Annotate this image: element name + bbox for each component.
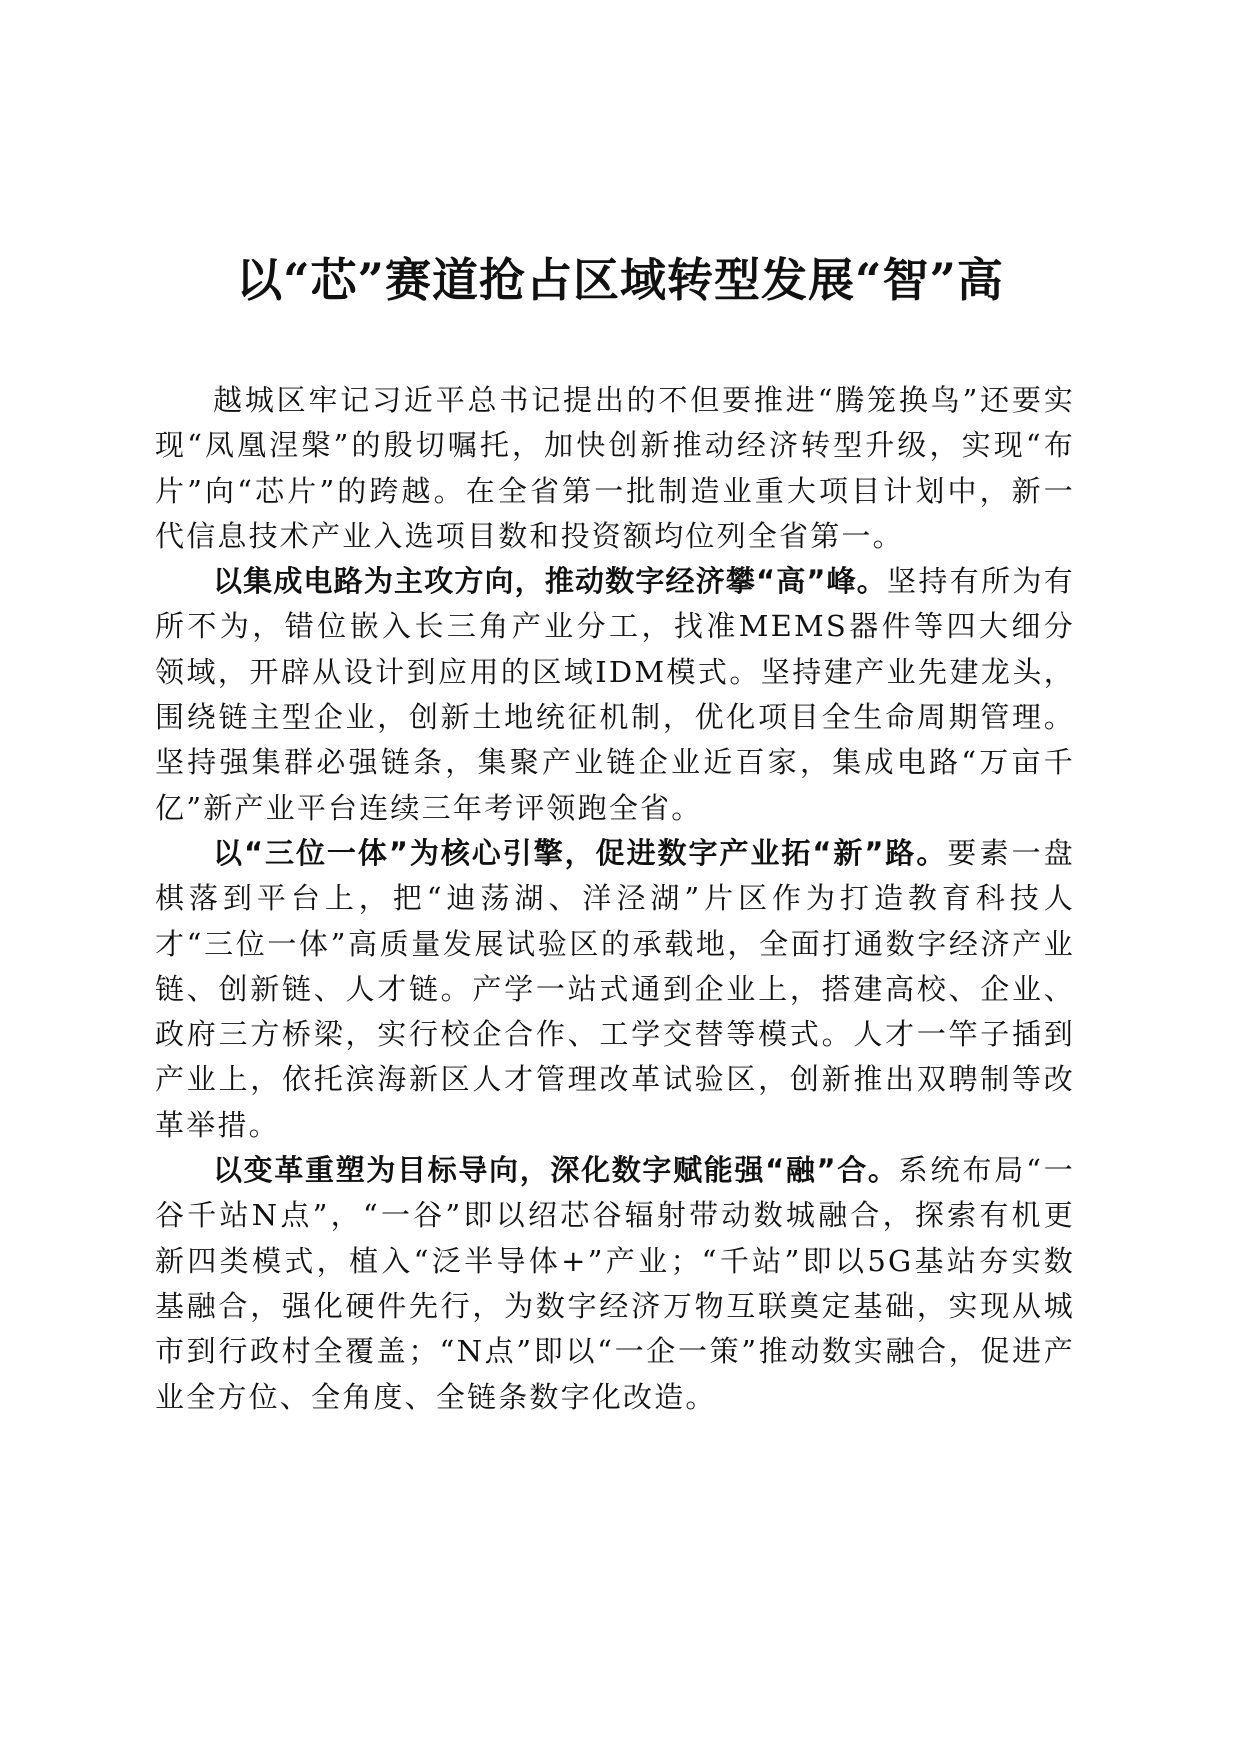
paragraph-text: 系统布局“一谷千站N点”，“一谷”即以绍芯谷辐射带动数城融合，探索有机更新四类模式，植入“泛半导体+”产业；“千站”即以5G基站夯实数基融合，强化硬件先行，为数字经济万物互联奠定基础，实现从城市到行政村全覆盖；“N点”即以“一企一策”推动数实融合，促进产业全方位、全角度、全链条数字化改造。 [155, 1153, 1076, 1414]
paragraph-integrated-circuits [155, 559, 1075, 831]
paragraph-lead: 以“三位一体”为核心引擎，促进数字产业拓“新”路。 [213, 835, 948, 870]
paragraph-lead: 以集成电路为主攻方向，推动数字经济攀“高”峰。 [213, 564, 887, 599]
paragraph-text: 越城区牢记习近平总书记提出的不但要推进“腾笼换鸟”还要实现“凤凰涅槃”的殷切嘱托，加快创新推动经济转型升级，实现“布片”向“芯片”的跨越。在全省第一批制造业重大项目计划中，新一代信息技术产业入选项目数和投资额均位列全省第一。 [155, 383, 1075, 553]
page-title: 以“芯”赛道抢占区域转型发展“智”高 [236, 253, 1004, 307]
paragraph-digital-integration [155, 1148, 1075, 1420]
paragraph-text: 要素一盘棋落到平台上，把“迪荡湖、洋泾湖”片区作为打造教育科技人才“三位一体”高质量发展试验区的承载地，全面打通数字经济产业链、创新链、人才链。产学一站式通到企业上，搭建高校、企业、政府三方桥梁，实行校企合作、工学交替等模式。人才一竿子插到产业上，依托滨海新区人才管理改革试验区，创新推出双聘制等改革举措。 [155, 835, 1075, 1142]
article-body [155, 378, 1075, 1420]
paragraph-intro [155, 378, 1075, 559]
paragraph-text: 坚持有所为有所不为，错位嵌入长三角产业分工，找准MEMS器件等四大细分领域，开辟从设计到应用的区域IDM模式。坚持建产业先建龙头，围绕链主型企业，创新土地统征机制，优化项目全生命周期管理。坚持强集群必强链条，集聚产业链企业近百家，集成电路“万亩千亿”新产业平台连续三年考评领跑全省。 [155, 564, 1076, 825]
paragraph-lead: 以变革重塑为目标导向，深化数字赋能强“融”合。 [213, 1153, 899, 1188]
paragraph-trinity-engine [155, 831, 1075, 1148]
